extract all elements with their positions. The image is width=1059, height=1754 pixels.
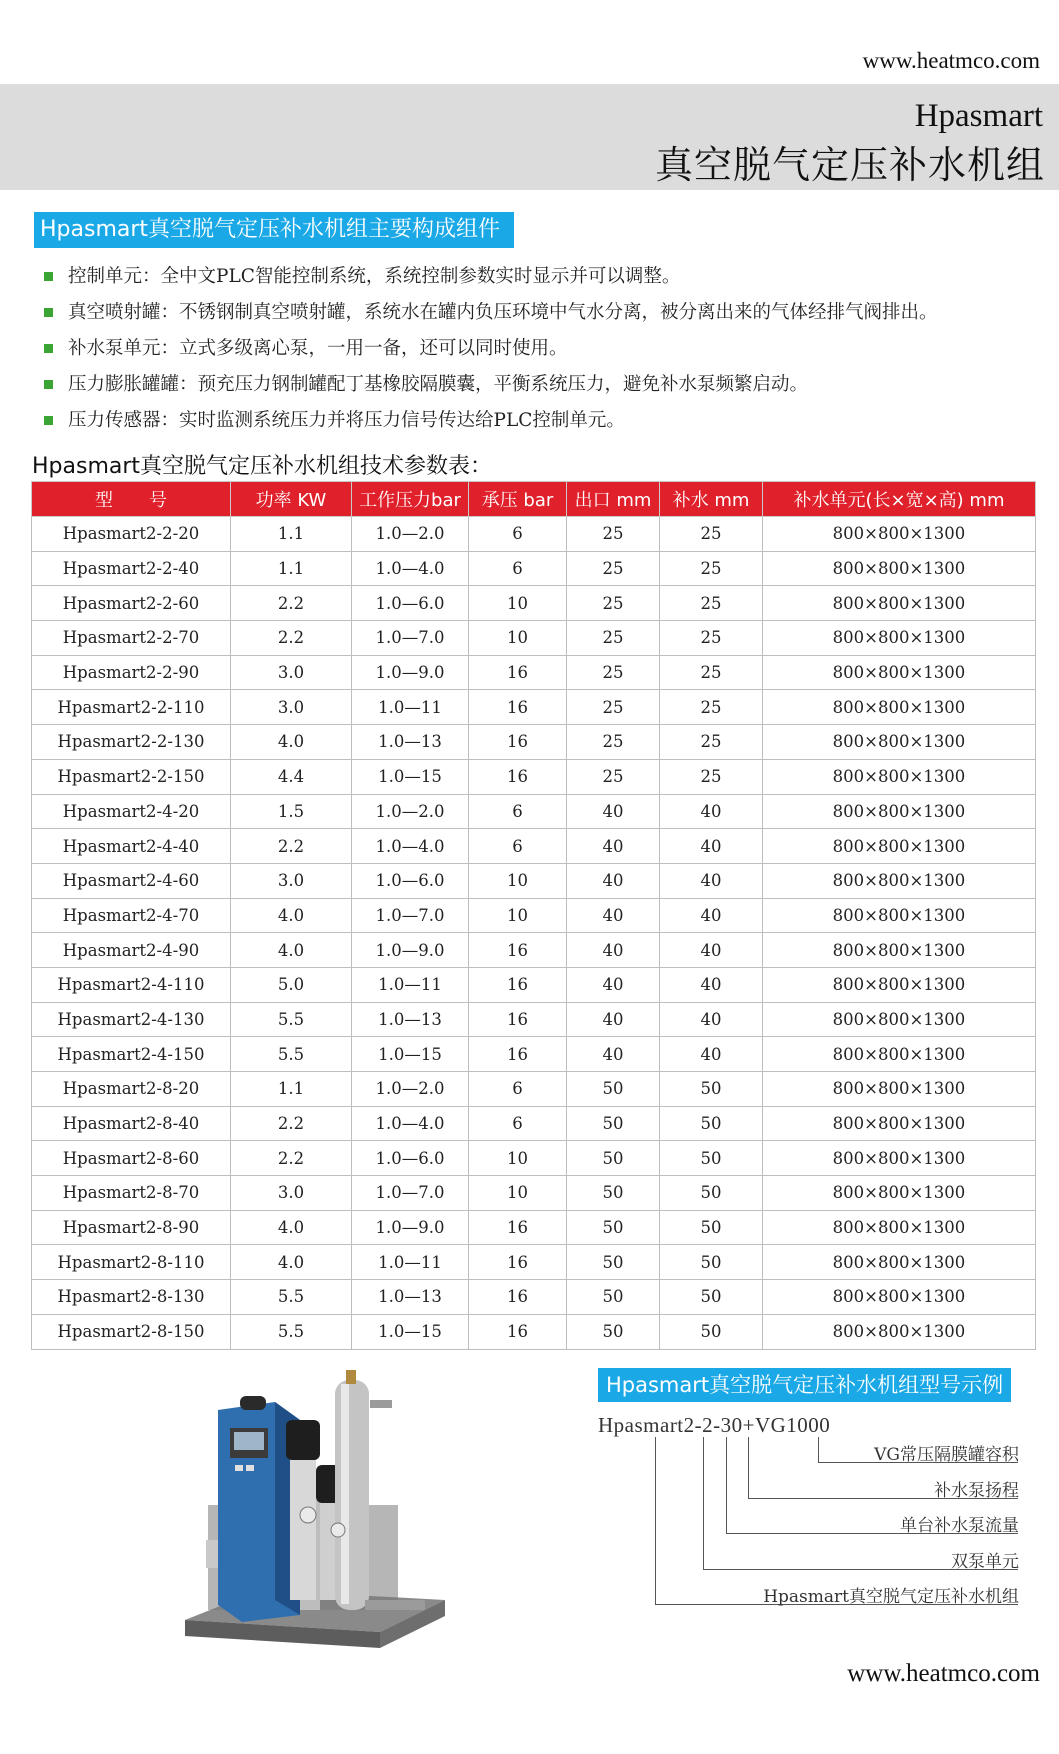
table-cell: 40	[660, 898, 763, 933]
table-cell: 1.0—7.0	[352, 1176, 469, 1211]
table-cell: 50	[567, 1141, 660, 1176]
table-cell: 4.0	[231, 725, 352, 760]
table-cell: 800×800×1300	[763, 1002, 1036, 1037]
table-cell: 800×800×1300	[763, 967, 1036, 1002]
table-cell: 16	[469, 1280, 567, 1315]
table-body	[32, 517, 1036, 1350]
table-cell: Hpasmart2-8-70	[32, 1176, 231, 1211]
table-cell: 6	[469, 551, 567, 586]
table-cell: 3.0	[231, 655, 352, 690]
table-cell: 10	[469, 863, 567, 898]
table-row	[32, 759, 1036, 794]
table-cell: 1.0—9.0	[352, 655, 469, 690]
table-cell: Hpasmart2-4-40	[32, 829, 231, 864]
table-cell: 40	[567, 863, 660, 898]
table-cell: 40	[567, 933, 660, 968]
table-cell: 40	[567, 898, 660, 933]
table-cell: 2.2	[231, 1141, 352, 1176]
table-cell: Hpasmart2-8-60	[32, 1141, 231, 1176]
table-cell: 16	[469, 967, 567, 1002]
legend-label: 补水泵扬程	[934, 1481, 1019, 1501]
table-cell: 800×800×1300	[763, 863, 1036, 898]
table-cell: 800×800×1300	[763, 621, 1036, 656]
table-header-cell: 承压 bar	[469, 482, 567, 517]
table-header-cell: 工作压力bar	[352, 482, 469, 517]
table-cell: 1.0—7.0	[352, 621, 469, 656]
table-cell: 2.2	[231, 621, 352, 656]
table-cell: Hpasmart2-2-150	[32, 759, 231, 794]
table-cell: 2.2	[231, 829, 352, 864]
table-cell: Hpasmart2-4-150	[32, 1037, 231, 1072]
table-cell: 50	[660, 1314, 763, 1349]
table-row	[32, 1072, 1036, 1107]
product-image	[180, 1370, 450, 1655]
table-cell: 25	[660, 551, 763, 586]
table-cell: 1.0—4.0	[352, 551, 469, 586]
table-cell: 800×800×1300	[763, 1280, 1036, 1315]
list-item: 压力膨胀罐罐：预充压力钢制罐配丁基橡胶隔膜囊，平衡系统压力，避免补水泵频繁启动。	[44, 373, 1044, 409]
table-cell: 800×800×1300	[763, 759, 1036, 794]
table-cell: Hpasmart2-2-90	[32, 655, 231, 690]
table-row	[32, 1280, 1036, 1315]
table-cell: 800×800×1300	[763, 1141, 1036, 1176]
table-cell: 40	[567, 829, 660, 864]
table-cell: 800×800×1300	[763, 586, 1036, 621]
table-cell: 10	[469, 1141, 567, 1176]
table-cell: 10	[469, 1176, 567, 1211]
brand-name: Hpasmart	[914, 98, 1043, 134]
table-cell: 50	[567, 1314, 660, 1349]
table-cell: 1.1	[231, 551, 352, 586]
table-cell: 5.5	[231, 1314, 352, 1349]
legend-label: VG常压隔膜罐容积	[874, 1445, 1019, 1465]
table-cell: Hpasmart2-8-130	[32, 1280, 231, 1315]
table-cell: 800×800×1300	[763, 517, 1036, 552]
bullet-square-icon	[44, 380, 53, 389]
table-cell: Hpasmart2-8-110	[32, 1245, 231, 1280]
table-cell: 6	[469, 1106, 567, 1141]
table-cell: 40	[660, 1037, 763, 1072]
table-row	[32, 1037, 1036, 1072]
table-cell: 16	[469, 690, 567, 725]
table-cell: 25	[660, 655, 763, 690]
pump-motor	[286, 1420, 320, 1460]
table-cell: 40	[567, 794, 660, 829]
table-cell: 1.0—6.0	[352, 586, 469, 621]
table-cell: Hpasmart2-8-90	[32, 1210, 231, 1245]
table-cell: 50	[567, 1176, 660, 1211]
table-cell: 6	[469, 829, 567, 864]
table-cell: 10	[469, 621, 567, 656]
table-cell: 1.0—2.0	[352, 517, 469, 552]
table-cell: 50	[660, 1245, 763, 1280]
table-cell: 5.5	[231, 1280, 352, 1315]
table-cell: 25	[567, 517, 660, 552]
table-cell: 800×800×1300	[763, 794, 1036, 829]
table-cell: 25	[660, 517, 763, 552]
table-cell: 1.1	[231, 517, 352, 552]
table-cell: 50	[567, 1245, 660, 1280]
table-cell: 800×800×1300	[763, 1245, 1036, 1280]
table-cell: 40	[660, 1002, 763, 1037]
table-cell: 16	[469, 1037, 567, 1072]
table-cell: 50	[567, 1210, 660, 1245]
legend-line	[655, 1437, 656, 1605]
table-cell: Hpasmart2-4-110	[32, 967, 231, 1002]
table-row	[32, 1245, 1036, 1280]
table-cell: 16	[469, 1314, 567, 1349]
table-cell: 800×800×1300	[763, 725, 1036, 760]
table-cell: 50	[567, 1280, 660, 1315]
table-cell: 3.0	[231, 690, 352, 725]
table-row	[32, 725, 1036, 760]
table-cell: 25	[567, 655, 660, 690]
table-cell: Hpasmart2-2-60	[32, 586, 231, 621]
vacuum-tank	[335, 1380, 369, 1610]
table-row	[32, 863, 1036, 898]
table-cell: 50	[660, 1106, 763, 1141]
table-cell: Hpasmart2-4-60	[32, 863, 231, 898]
table-cell: 800×800×1300	[763, 1037, 1036, 1072]
table-cell: 1.1	[231, 1072, 352, 1107]
list-item: 控制单元：全中文PLC智能控制系统，系统控制参数实时显示并可以调整。	[44, 265, 1044, 301]
list-item: 真空喷射罐：不锈钢制真空喷射罐，系统水在罐内负压环境中气水分离，被分离出来的气体经排气阀排出。	[44, 301, 1044, 337]
table-cell: 1.0—6.0	[352, 1141, 469, 1176]
table-cell: 40	[660, 863, 763, 898]
table-row	[32, 1314, 1036, 1349]
components-section-title: Hpasmart真空脱气定压补水机组主要构成组件	[34, 212, 514, 248]
table-cell: 16	[469, 725, 567, 760]
table-cell: 1.0—13	[352, 1280, 469, 1315]
table-cell: 50	[567, 1072, 660, 1107]
bullet-square-icon	[44, 272, 53, 281]
legend-line	[726, 1437, 727, 1534]
table-cell: Hpasmart2-2-130	[32, 725, 231, 760]
legend-line	[748, 1437, 749, 1499]
table-cell: 25	[567, 551, 660, 586]
table-cell: 4.0	[231, 933, 352, 968]
table-cell: 6	[469, 1072, 567, 1107]
table-caption: Hpasmart真空脱气定压补水机组技术参数表：	[32, 454, 493, 479]
table-cell: 50	[567, 1106, 660, 1141]
table-cell: 1.0—15	[352, 759, 469, 794]
table-cell: 10	[469, 898, 567, 933]
table-cell: 5.5	[231, 1037, 352, 1072]
table-cell: 16	[469, 1210, 567, 1245]
table-cell: 25	[660, 725, 763, 760]
table-header-cell: 补水单元(长×宽×高) mm	[763, 482, 1036, 517]
table-cell: 50	[660, 1141, 763, 1176]
table-cell: 1.0—2.0	[352, 794, 469, 829]
table-cell: 40	[567, 967, 660, 1002]
table-cell: 800×800×1300	[763, 655, 1036, 690]
table-row	[32, 655, 1036, 690]
table-cell: Hpasmart2-2-40	[32, 551, 231, 586]
table-cell: 50	[660, 1280, 763, 1315]
table-cell: Hpasmart2-8-40	[32, 1106, 231, 1141]
table-row	[32, 690, 1036, 725]
table-row	[32, 933, 1036, 968]
table-cell: 800×800×1300	[763, 898, 1036, 933]
table-header-cell: 功率 KW	[231, 482, 352, 517]
table-cell: 3.0	[231, 863, 352, 898]
table-cell: 1.0—11	[352, 690, 469, 725]
table-cell: 25	[660, 586, 763, 621]
table-cell: 1.0—7.0	[352, 898, 469, 933]
table-cell: 10	[469, 586, 567, 621]
table-row	[32, 1002, 1036, 1037]
table-header-row	[32, 482, 1036, 517]
table-cell: 1.0—9.0	[352, 933, 469, 968]
table-cell: Hpasmart2-4-20	[32, 794, 231, 829]
table-cell: 16	[469, 1002, 567, 1037]
table-cell: 1.0—9.0	[352, 1210, 469, 1245]
table-cell: 40	[567, 1002, 660, 1037]
table-cell: 25	[567, 586, 660, 621]
table-header-cell: 出口 mm	[567, 482, 660, 517]
table-row	[32, 1176, 1036, 1211]
table-cell: 40	[660, 967, 763, 1002]
spec-table	[31, 481, 1036, 1350]
table-cell: 1.0—15	[352, 1037, 469, 1072]
model-example-title: Hpasmart真空脱气定压补水机组型号示例	[598, 1368, 1011, 1402]
table-cell: Hpasmart2-8-20	[32, 1072, 231, 1107]
table-cell: 800×800×1300	[763, 1314, 1036, 1349]
table-cell: 4.0	[231, 1245, 352, 1280]
table-cell: 1.0—15	[352, 1314, 469, 1349]
table-cell: 800×800×1300	[763, 933, 1036, 968]
legend-line	[703, 1437, 704, 1570]
table-cell: Hpasmart2-4-90	[32, 933, 231, 968]
table-row	[32, 517, 1036, 552]
table-cell: 16	[469, 933, 567, 968]
table-cell: 1.0—11	[352, 1245, 469, 1280]
table-row	[32, 1210, 1036, 1245]
table-cell: 40	[660, 829, 763, 864]
table-cell: 25	[567, 759, 660, 794]
table-cell: Hpasmart2-2-70	[32, 621, 231, 656]
table-cell: 40	[660, 933, 763, 968]
table-row	[32, 1141, 1036, 1176]
table-cell: 1.0—4.0	[352, 829, 469, 864]
table-cell: 16	[469, 759, 567, 794]
table-cell: Hpasmart2-2-110	[32, 690, 231, 725]
bullet-square-icon	[44, 344, 53, 353]
table-cell: 1.0—13	[352, 1002, 469, 1037]
model-code: Hpasmart2-2-30+VG1000	[598, 1413, 831, 1437]
table-cell: 2.2	[231, 1106, 352, 1141]
table-cell: 25	[660, 690, 763, 725]
legend-label: Hpasmart真空脱气定压补水机组	[763, 1587, 1019, 1607]
table-cell: 25	[567, 725, 660, 760]
list-item: 压力传感器：实时监测系统压力并将压力信号传达给PLC控制单元。	[44, 409, 1044, 445]
table-cell: 3.0	[231, 1176, 352, 1211]
table-cell: 25	[660, 621, 763, 656]
legend-line	[818, 1437, 819, 1463]
table-cell: 40	[660, 794, 763, 829]
table-cell: 25	[567, 690, 660, 725]
table-cell: 1.0—2.0	[352, 1072, 469, 1107]
legend-label: 单台补水泵流量	[900, 1516, 1019, 1536]
table-cell: 800×800×1300	[763, 1072, 1036, 1107]
table-cell: 50	[660, 1210, 763, 1245]
legend-label: 双泵单元	[951, 1552, 1019, 1572]
bullet-square-icon	[44, 416, 53, 425]
table-row	[32, 621, 1036, 656]
table-cell: 800×800×1300	[763, 1176, 1036, 1211]
table-cell: 50	[660, 1176, 763, 1211]
table-header-cell: 补水 mm	[660, 482, 763, 517]
table-cell: 25	[660, 759, 763, 794]
site-url-top: www.heatmco.com	[862, 48, 1040, 73]
table-row	[32, 967, 1036, 1002]
table-cell: 4.0	[231, 1210, 352, 1245]
table-cell: 1.5	[231, 794, 352, 829]
table-header-cell: 型 号	[32, 482, 231, 517]
table-row	[32, 1106, 1036, 1141]
table-cell: 800×800×1300	[763, 829, 1036, 864]
table-cell: 5.5	[231, 1002, 352, 1037]
table-cell: 4.0	[231, 898, 352, 933]
table-cell: 1.0—6.0	[352, 863, 469, 898]
table-cell: 50	[660, 1072, 763, 1107]
table-cell: 6	[469, 794, 567, 829]
table-cell: 16	[469, 1245, 567, 1280]
page-title: 真空脱气定压补水机组	[654, 143, 1045, 187]
table-cell: 800×800×1300	[763, 551, 1036, 586]
table-cell: 25	[567, 621, 660, 656]
table-row	[32, 898, 1036, 933]
list-item: 补水泵单元：立式多级离心泵，一用一备，还可以同时使用。	[44, 337, 1044, 373]
table-cell: Hpasmart2-4-70	[32, 898, 231, 933]
table-cell: 4.4	[231, 759, 352, 794]
table-cell: 800×800×1300	[763, 690, 1036, 725]
table-cell: 5.0	[231, 967, 352, 1002]
table-row	[32, 586, 1036, 621]
table-cell: 800×800×1300	[763, 1210, 1036, 1245]
table-cell: 2.2	[231, 586, 352, 621]
table-cell: 1.0—11	[352, 967, 469, 1002]
table-cell: 800×800×1300	[763, 1106, 1036, 1141]
table-row	[32, 829, 1036, 864]
table-cell: Hpasmart2-4-130	[32, 1002, 231, 1037]
table-cell: 16	[469, 655, 567, 690]
components-list	[44, 265, 1044, 445]
site-url-bottom: www.heatmco.com	[847, 1660, 1040, 1687]
table-row	[32, 551, 1036, 586]
table-cell: Hpasmart2-8-150	[32, 1314, 231, 1349]
table-cell: 1.0—4.0	[352, 1106, 469, 1141]
table-row	[32, 794, 1036, 829]
table-cell: 1.0—13	[352, 725, 469, 760]
bullet-square-icon	[44, 308, 53, 317]
table-cell: 40	[567, 1037, 660, 1072]
table-cell: 6	[469, 517, 567, 552]
table-cell: Hpasmart2-2-20	[32, 517, 231, 552]
